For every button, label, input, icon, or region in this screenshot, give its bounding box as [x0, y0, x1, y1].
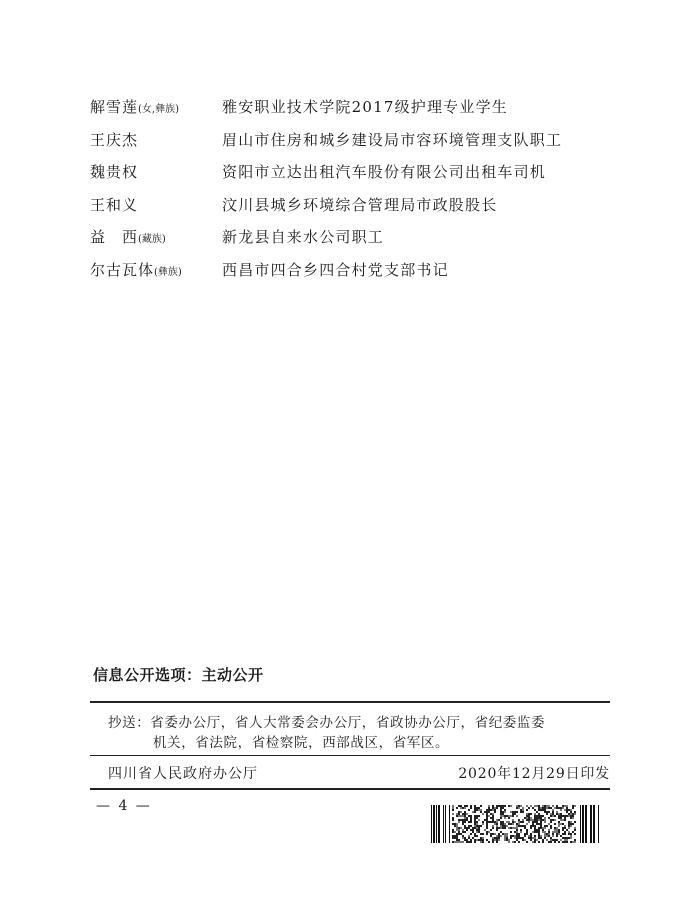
list-item: [90, 161, 650, 194]
cc-recipients: [108, 713, 608, 753]
person-description: 西昌市四合乡四合村党支部书记: [222, 260, 449, 279]
disclosure-option: 信息公开选项：主动公开: [93, 666, 264, 684]
person-name: 尔古瓦体: [90, 260, 155, 279]
person-description: 新龙县自来水公司职工: [222, 228, 385, 246]
divider: [90, 701, 610, 703]
person-description: 雅安职业技术学院2017级护理专业学生: [222, 98, 508, 116]
person-description: 眉山市住房和城乡建设局市容环境管理支队职工: [222, 130, 563, 149]
person-name: 魏贵权: [90, 163, 139, 181]
person-ethnicity: (彝族): [154, 266, 182, 278]
cc-line: 抄送：省委办公厅，省人大常委会办公厅，省政协办公厅，省纪委监委: [108, 715, 546, 731]
person-description: 汶川县城乡环境综合管理局市政股股长: [222, 195, 498, 214]
divider: [90, 755, 610, 756]
page-number: — 4 —: [96, 798, 152, 814]
person-name: 益 西: [90, 228, 139, 246]
person-name: 解雪莲: [90, 98, 139, 116]
honoree-list: [90, 96, 650, 291]
list-item: [90, 259, 650, 292]
issuer: 四川省人民政府办公厅: [108, 766, 258, 782]
list-item: [90, 129, 650, 162]
list-item: [90, 194, 650, 227]
barcode-image: [428, 805, 609, 843]
person-description: 资阳市立达出租汽车股份有限公司出租车司机: [222, 163, 547, 181]
cc-line: 机关，省法院，省检察院，西部战区，省军区。: [153, 735, 450, 751]
person-ethnicity: (藏族): [138, 234, 166, 245]
list-item: [90, 226, 650, 259]
divider: [90, 788, 610, 790]
person-name: 王和义: [90, 195, 139, 214]
list-item: [90, 96, 650, 129]
person-ethnicity: (女,彝族): [138, 104, 179, 115]
person-name: 王庆杰: [90, 130, 139, 149]
print-date: 2020年12月29日印发: [458, 766, 610, 782]
